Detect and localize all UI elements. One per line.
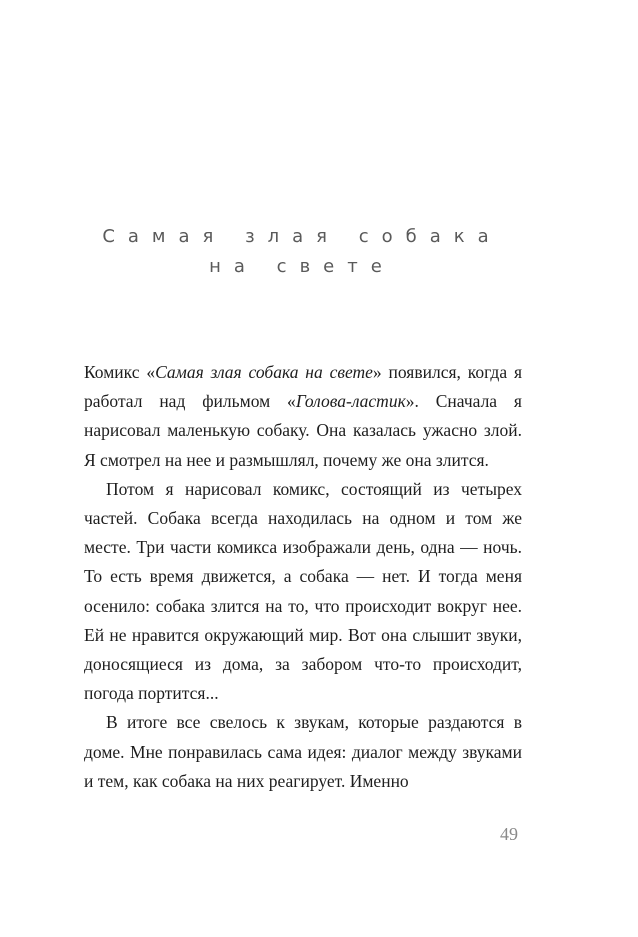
paragraph-1-text-1: Комикс « bbox=[84, 362, 156, 382]
comic-title: Самая злая собака на свете bbox=[155, 362, 373, 382]
page-number: 49 bbox=[500, 824, 518, 844]
chapter-title-line-2: на свете bbox=[209, 256, 395, 277]
paragraph-1-text-2: » появился, когда я работал над фильмом « bbox=[84, 362, 523, 412]
paragraph-1-text-3: ». Сначала я нарисовал маленькую собаку. Она казалась ужасно злой. Я смотрел на нее и размышлял, почему же она злится. bbox=[84, 391, 522, 470]
chapter-title bbox=[82, 222, 522, 282]
body-text bbox=[84, 358, 522, 796]
paragraph-3: В итоге все свелось к звукам, которые раздаются в доме. Мне понравилась сама идея: диалог между звуками и тем, как собака на них реагирует. Именно bbox=[84, 712, 522, 791]
paragraph-2: Потом я нарисовал комикс, состоящий из четырех частей. Собака всегда находилась на одном и том же месте. Три части комикса изображали день, одна — ночь. То есть время движется, а собака — нет. И тогда меня осенило: собака злится на то, что происходит вокруг нее. Ей не нравится окружающий мир. Вот она слышит звуки, доносящиеся из дома, за забором что-то происходит, погода портится... bbox=[84, 478, 522, 704]
chapter-title-line-1: Самая злая собака bbox=[102, 226, 502, 247]
paragraph-1 bbox=[84, 358, 522, 475]
film-title: Голова-ластик bbox=[295, 391, 406, 412]
